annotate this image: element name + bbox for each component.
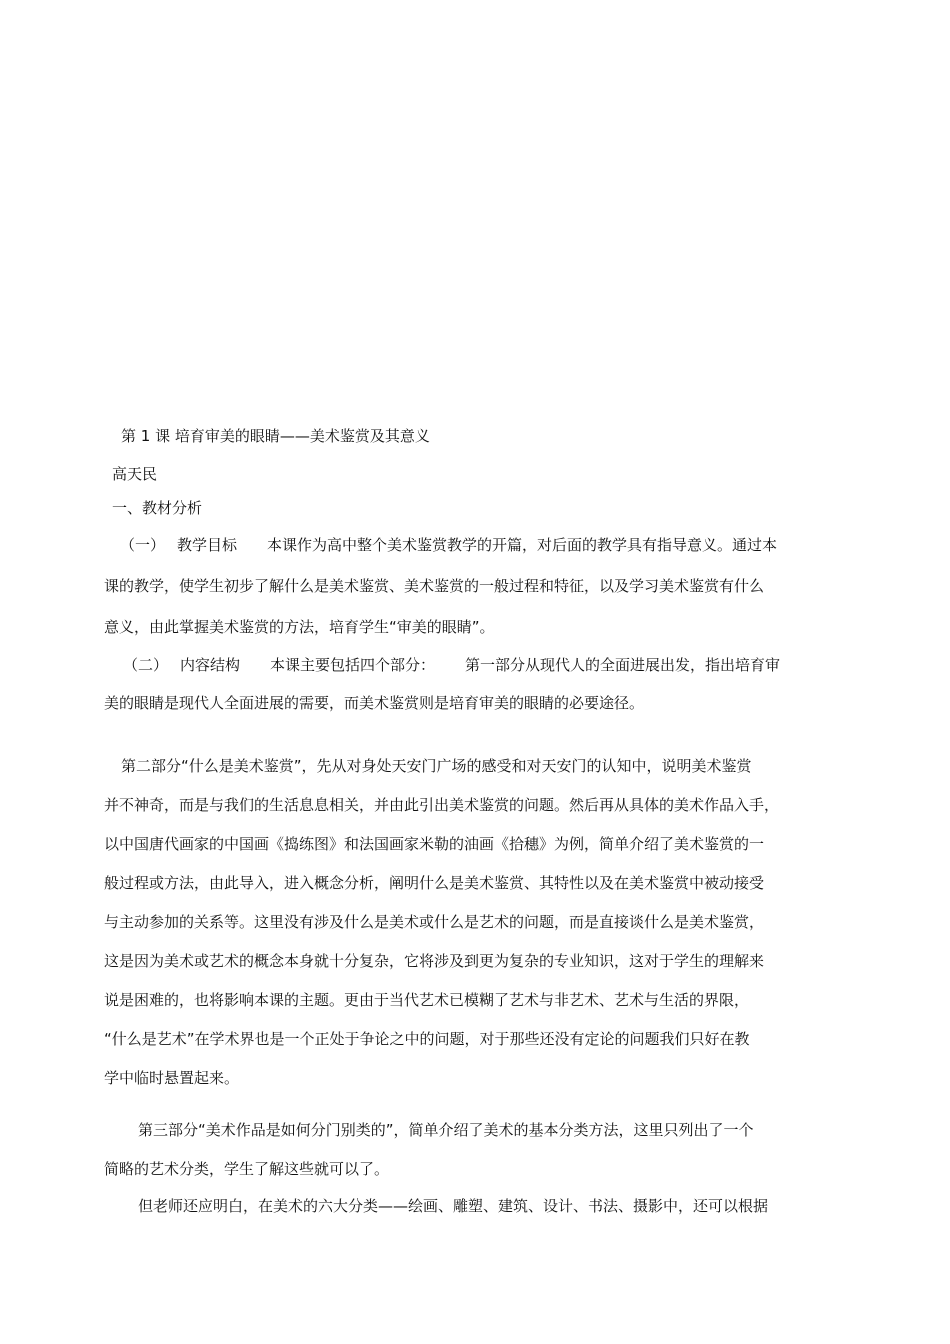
goals-first-line xyxy=(120,535,872,555)
lesson-title: 第 1 课 培育审美的眼睛——美术鉴赏及其意义 xyxy=(121,427,430,445)
structure-first-part: 第一部分从现代人的全面进展出发，指出培育审 xyxy=(465,656,781,674)
paragraph-line: “什么是艺术”在学术界也是一个正处于争论之中的问题，对于那些还没有定论的问题我们只好在教 xyxy=(104,1030,750,1048)
paragraph-line: 第三部分“美术作品是如何分门别类的”，简单介绍了美术的基本分类方法，这里只列出了一个 xyxy=(138,1121,754,1139)
paragraph-line: 与主动参加的关系等。这里没有涉及什么是美术或什么是艺术的问题，而是直接谈什么是美术鉴赏， xyxy=(104,913,765,931)
paragraph-line: 说是困难的，也将影响本课的主题。更由于当代艺术已模糊了艺术与非艺术、艺术与生活的界限， xyxy=(104,991,750,1009)
paragraph-line: 并不神奇，而是与我们的生活息息相关，并由此引出美术鉴赏的问题。然后再从具体的美术作品入手， xyxy=(104,796,780,814)
structure-heading: 内容结构 xyxy=(180,656,241,674)
goals-heading: 教学目标 xyxy=(177,536,238,554)
paragraph-line: 课的教学，使学生初步了解什么是美术鉴赏、美术鉴赏的一般过程和特征，以及学习美术鉴赏有什么 xyxy=(104,577,765,595)
paragraph-line: 学中临时悬置起来。 xyxy=(104,1069,240,1087)
paragraph-line: 但老师还应明白，在美术的六大分类——绘画、雕塑、建筑、设计、书法、摄影中，还可以根据 xyxy=(138,1197,769,1215)
structure-label: （二） xyxy=(123,656,169,674)
paragraph-line: 美的眼睛是现代人全面进展的需要，而美术鉴赏则是培育审美的眼睛的必要途径。 xyxy=(104,694,645,712)
paragraph-line: 这是因为美术或艺术的概念本身就十分复杂，它将涉及到更为复杂的专业知识，这对于学生的理解来 xyxy=(104,952,765,970)
structure-first-line xyxy=(123,655,875,675)
paragraph-line: 第二部分“什么是美术鉴赏”，先从对身处天安门广场的感受和对天安门的认知中，说明美术鉴赏 xyxy=(121,757,752,775)
paragraph-line: 以中国唐代画家的中国画《捣练图》和法国画家米勒的油画《拾穗》为例，简单介绍了美术鉴赏的一 xyxy=(104,835,765,853)
paragraph-line: 简略的艺术分类，学生了解这些就可以了。 xyxy=(104,1160,390,1178)
goals-label: （一） xyxy=(120,536,166,554)
author-name: 高天民 xyxy=(112,465,158,483)
paragraph-line: 般过程或方法，由此导入，进入概念分析，阐明什么是美术鉴赏、其特性以及在美术鉴赏中被动接受 xyxy=(104,874,765,892)
paragraph-line: 意义，由此掌握美术鉴赏的方法，培育学生“审美的眼睛”。 xyxy=(104,618,495,636)
goals-text: 本课作为高中整个美术鉴赏教学的开篇，对后面的教学具有指导意义。通过本 xyxy=(267,536,778,554)
structure-intro: 本课主要包括四个部分： xyxy=(270,656,436,674)
section-heading: 一、教材分析 xyxy=(112,499,203,517)
